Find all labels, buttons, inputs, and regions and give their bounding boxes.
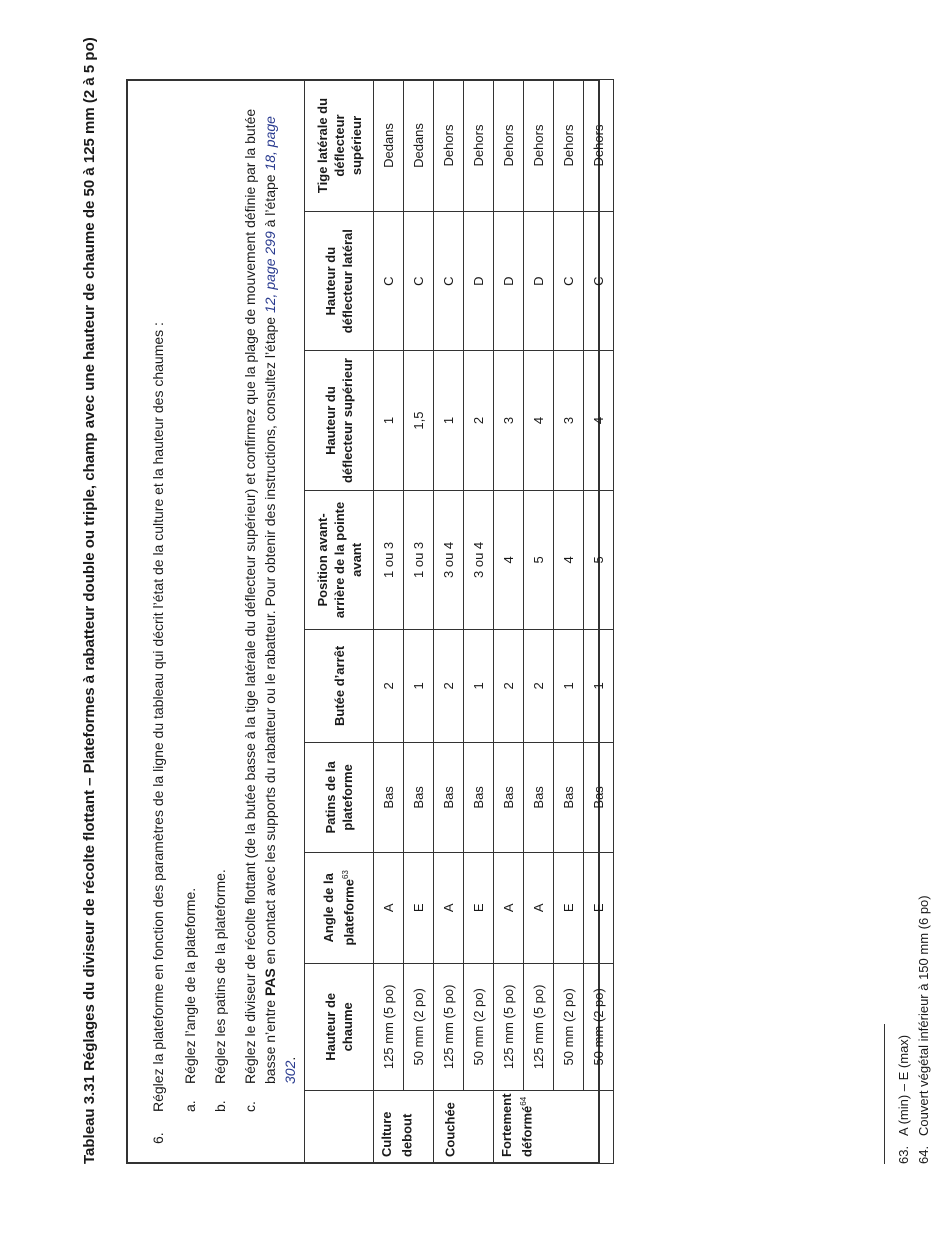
- category-label: Culture debout: [379, 1111, 415, 1157]
- table-cell: E: [404, 853, 434, 963]
- table-cell: Bas: [434, 742, 464, 852]
- header-angle-label: Angle de la plateforme: [321, 873, 357, 946]
- footnote-number: 64.: [916, 1145, 931, 1164]
- table-cell: Dehors: [464, 80, 494, 212]
- table-cell: Dehors: [524, 80, 554, 212]
- table-cell: 1: [554, 630, 584, 743]
- table-row: [464, 80, 494, 1164]
- footnote-text: Couvert végétal inférieur à 150 mm (6 po): [916, 895, 931, 1136]
- table-cell: Dedans: [404, 80, 434, 212]
- table-cell: 50 mm (2 po): [584, 963, 614, 1091]
- table-cell: 4: [554, 490, 584, 629]
- table-caption: Tableau 3.31 Réglages du diviseur de récolte flottant – Plateformes à rabatteur double ou triple, champ avec une hauteur de chaume de 50 à 125 mm (2 à 5 po): [81, 37, 98, 1164]
- step-text: Réglez la plateforme en fonction des paramètres de la ligne du tableau qui décrit l’état de la culture et la hauteur des chaumes :: [150, 322, 166, 1112]
- substep-letter: c.: [242, 1101, 258, 1112]
- table-cell: Dehors: [554, 80, 584, 212]
- table-cell: 1,5: [404, 351, 434, 490]
- footnote-ref: 64: [519, 1096, 528, 1106]
- row-category: [494, 1091, 614, 1164]
- table-cell: Bas: [494, 742, 524, 852]
- header-lateral-deflector-height: Hauteur du déflecteur latéral: [305, 211, 374, 350]
- table-cell: 3 ou 4: [464, 490, 494, 629]
- footnote-number: 63.: [896, 1145, 911, 1164]
- substep-text-part: à l’étape: [262, 170, 278, 232]
- table-cell: 50 mm (2 po): [464, 963, 494, 1091]
- table-cell: 125 mm (5 po): [434, 963, 464, 1091]
- substep-text: Réglez les patins de la plateforme.: [212, 869, 228, 1084]
- table-cell: Bas: [554, 742, 584, 852]
- table-row: [584, 80, 614, 1164]
- table-cell: E: [554, 853, 584, 963]
- table-cell: 1: [374, 351, 404, 490]
- table-cell: 2: [494, 630, 524, 743]
- table-cell: D: [524, 211, 554, 350]
- table-cell: 50 mm (2 po): [404, 963, 434, 1091]
- table-row: [404, 80, 434, 1164]
- substep-text: Réglez l’angle de la plateforme.: [182, 887, 198, 1084]
- settings-table: [304, 79, 614, 1164]
- substep-text-part: .: [282, 1056, 298, 1061]
- substep-letter: a.: [182, 1100, 198, 1112]
- table-cell: Bas: [584, 742, 614, 852]
- table-cell: 1: [434, 351, 464, 490]
- table-cell: 4: [584, 351, 614, 490]
- table-cell: A: [374, 853, 404, 963]
- row-category: [434, 1091, 494, 1164]
- emphasis-pas: PAS: [262, 968, 278, 997]
- step-link-18[interactable]: 18, page 302: [262, 116, 298, 1084]
- header-fore-aft: Position avant-arrière de la pointe avant: [305, 490, 374, 629]
- category-label: Couchée: [442, 1102, 458, 1157]
- table-cell: Bas: [464, 742, 494, 852]
- table-cell: 5: [524, 490, 554, 629]
- table-cell: C: [434, 211, 464, 350]
- category-label: Fortement déformé: [499, 1093, 535, 1157]
- header-stubble-height: Hauteur de chaume: [305, 963, 374, 1091]
- substep-letter: b.: [212, 1100, 228, 1112]
- header-header-angle: [305, 853, 374, 963]
- table-cell: 1: [464, 630, 494, 743]
- table-row: [434, 80, 464, 1164]
- table-cell: C: [404, 211, 434, 350]
- table-cell: 2: [464, 351, 494, 490]
- table-cell: Dehors: [434, 80, 464, 212]
- table-row: [524, 80, 554, 1164]
- header-upper-deflector-height: Hauteur du déflecteur supérieur: [305, 351, 374, 490]
- table-cell: 4: [494, 490, 524, 629]
- table-cell: 1: [404, 630, 434, 743]
- table-cell: E: [584, 853, 614, 963]
- table-cell: D: [464, 211, 494, 350]
- table-cell: 1 ou 3: [374, 490, 404, 629]
- table-cell: 5: [584, 490, 614, 629]
- row-category: [374, 1091, 434, 1164]
- table-row: [554, 80, 584, 1164]
- table-cell: 2: [524, 630, 554, 743]
- table-cell: Dehors: [494, 80, 524, 212]
- header-stop: Butée d’arrêt: [305, 630, 374, 743]
- table-cell: A: [524, 853, 554, 963]
- header-skids: Patins de la plateforme: [305, 742, 374, 852]
- table-cell: 3: [554, 351, 584, 490]
- substep-text: [240, 94, 300, 1084]
- footnote-63: [895, 1035, 913, 1164]
- table-cell: C: [584, 211, 614, 350]
- table-cell: 4: [524, 351, 554, 490]
- footnote-64: [915, 895, 933, 1164]
- table-cell: 3: [494, 351, 524, 490]
- footnote-ref: 63: [341, 870, 351, 880]
- step-link-12[interactable]: 12, page 299: [262, 231, 278, 314]
- table-cell: A: [434, 853, 464, 963]
- table-cell: Dedans: [374, 80, 404, 212]
- table-row: [374, 80, 404, 1164]
- table-cell: 125 mm (5 po): [524, 963, 554, 1091]
- table-cell: Bas: [524, 742, 554, 852]
- footnote-divider: [884, 1024, 885, 1164]
- table-cell: 125 mm (5 po): [374, 963, 404, 1091]
- step-number: 6.: [150, 1132, 166, 1144]
- table-cell: 3 ou 4: [434, 490, 464, 629]
- table-cell: E: [464, 853, 494, 963]
- table-cell: Bas: [404, 742, 434, 852]
- table-cell: 50 mm (2 po): [554, 963, 584, 1091]
- header-lateral-rod: Tige latérale du déflecteur supérieur: [305, 80, 374, 212]
- table-cell: D: [494, 211, 524, 350]
- table-cell: 2: [374, 630, 404, 743]
- table-cell: Dehors: [584, 80, 614, 212]
- table-body: [374, 80, 614, 1164]
- table-cell: Bas: [374, 742, 404, 852]
- table-cell: A: [494, 853, 524, 963]
- substep-text-part: Réglez le diviseur de récolte flottant (de la butée basse à la tige latérale du déflecteur supérieur) et confirmez que la plage de mouvement définie par la butée basse n’entre: [242, 108, 278, 1084]
- table-cell: C: [554, 211, 584, 350]
- substep-text-part: en contact avec les supports du rabatteur ou le rabatteur. Pour obtenir des instructions, consultez l’étape: [262, 313, 278, 969]
- table-header-row: [305, 80, 374, 1164]
- table-cell: 125 mm (5 po): [494, 963, 524, 1091]
- footnote-text: A (min) – E (max): [896, 1034, 911, 1136]
- table-cell: 2: [434, 630, 464, 743]
- table-row: [494, 80, 524, 1164]
- table-cell: 1: [584, 630, 614, 743]
- table-cell: C: [374, 211, 404, 350]
- header-category: [305, 1091, 374, 1164]
- table-cell: 1 ou 3: [404, 490, 434, 629]
